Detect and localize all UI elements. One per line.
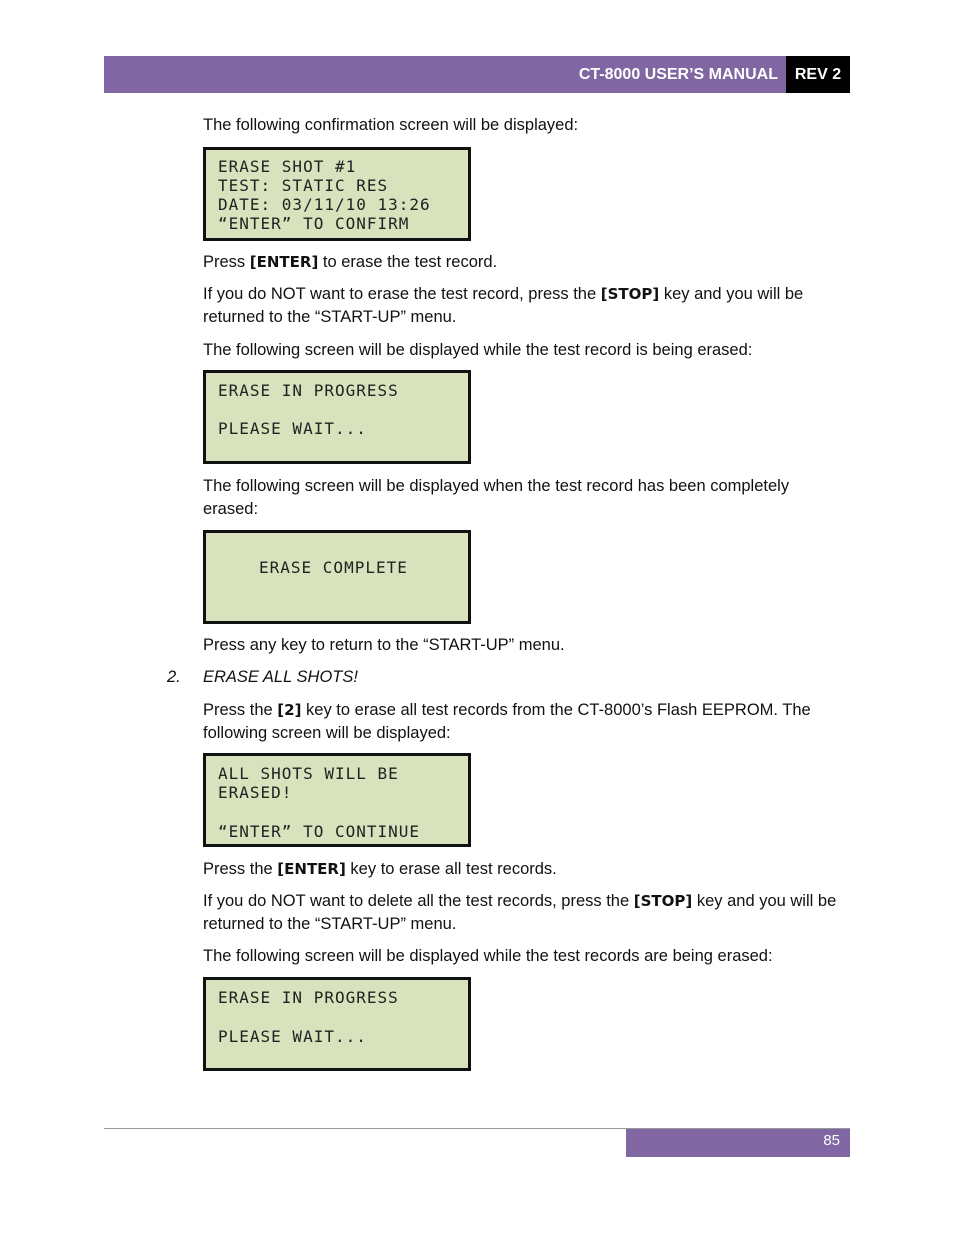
list-item-heading: ERASE ALL SHOTS! [203, 668, 358, 686]
paragraph: The following screen will be displayed when the test record has been completely erased: [203, 477, 790, 518]
lcd-screen-erase-all-progress [203, 977, 471, 1071]
lcd-line: ERASED! [218, 783, 293, 802]
lcd-line: ALL SHOTS WILL BE [218, 764, 399, 783]
lcd-line: PLEASE WAIT... [218, 419, 367, 438]
lcd-screen-erase-all [203, 753, 471, 847]
key-label: [STOP] [633, 892, 693, 910]
paragraph: The following screen will be displayed while the test record is being erased: [203, 341, 753, 359]
lcd-line: DATE: 03/11/10 13:26 [218, 195, 431, 214]
page-footer [626, 1129, 850, 1157]
lcd-line: ERASE COMPLETE [259, 558, 408, 577]
key-label: [ENTER] [277, 860, 346, 878]
list-item-number: 2. [167, 668, 181, 686]
lcd-line: “ENTER” TO CONFIRM [218, 214, 410, 233]
lcd-line: ERASE SHOT #1 [218, 157, 357, 176]
text: to erase the test record. [318, 253, 498, 271]
paragraph [203, 858, 843, 881]
paragraph: Press any key to return to the “START-UP” menu. [203, 636, 565, 654]
key-label: [2] [277, 701, 302, 719]
lcd-line: TEST: STATIC RES [218, 176, 389, 195]
paragraph: The following confirmation screen will be displayed: [203, 116, 579, 134]
page-number: 85 [823, 1132, 840, 1149]
revision-badge: REV 2 [786, 56, 850, 93]
page-header [104, 56, 850, 93]
lcd-line: ERASE IN PROGRESS [218, 988, 399, 1007]
text: If you do NOT want to delete all the test records, press the [203, 892, 634, 910]
text: Press [203, 253, 250, 271]
text: key and you will be returned to the “START-UP” menu. [203, 892, 837, 933]
paragraph: The following screen will be displayed while the test records are being erased: [203, 947, 773, 965]
paragraph [203, 283, 843, 329]
lcd-screen-erase-progress [203, 370, 471, 464]
paragraph [203, 890, 843, 936]
key-label: [STOP] [600, 285, 660, 303]
lcd-screen-erase-complete [203, 530, 471, 624]
text: key to erase all test records. [345, 860, 557, 878]
paragraph [203, 699, 843, 745]
lcd-line: “ENTER” TO CONTINUE [218, 822, 421, 841]
paragraph [203, 251, 843, 274]
text: Press the [203, 860, 278, 878]
lcd-screen-confirm [203, 147, 471, 241]
lcd-line: ERASE IN PROGRESS [218, 381, 399, 400]
text: If you do NOT want to erase the test record, press the [203, 285, 601, 303]
manual-title: CT-8000 USER’S MANUAL [578, 66, 778, 83]
text: Press the [203, 701, 278, 719]
text: key to erase all test records from the CT-8000’s Flash EEPROM. The following screen will be displayed: [203, 701, 811, 742]
text: key and you will be returned to the “START-UP” menu. [203, 285, 804, 326]
key-label: [ENTER] [249, 253, 319, 271]
lcd-line: PLEASE WAIT... [218, 1027, 367, 1046]
